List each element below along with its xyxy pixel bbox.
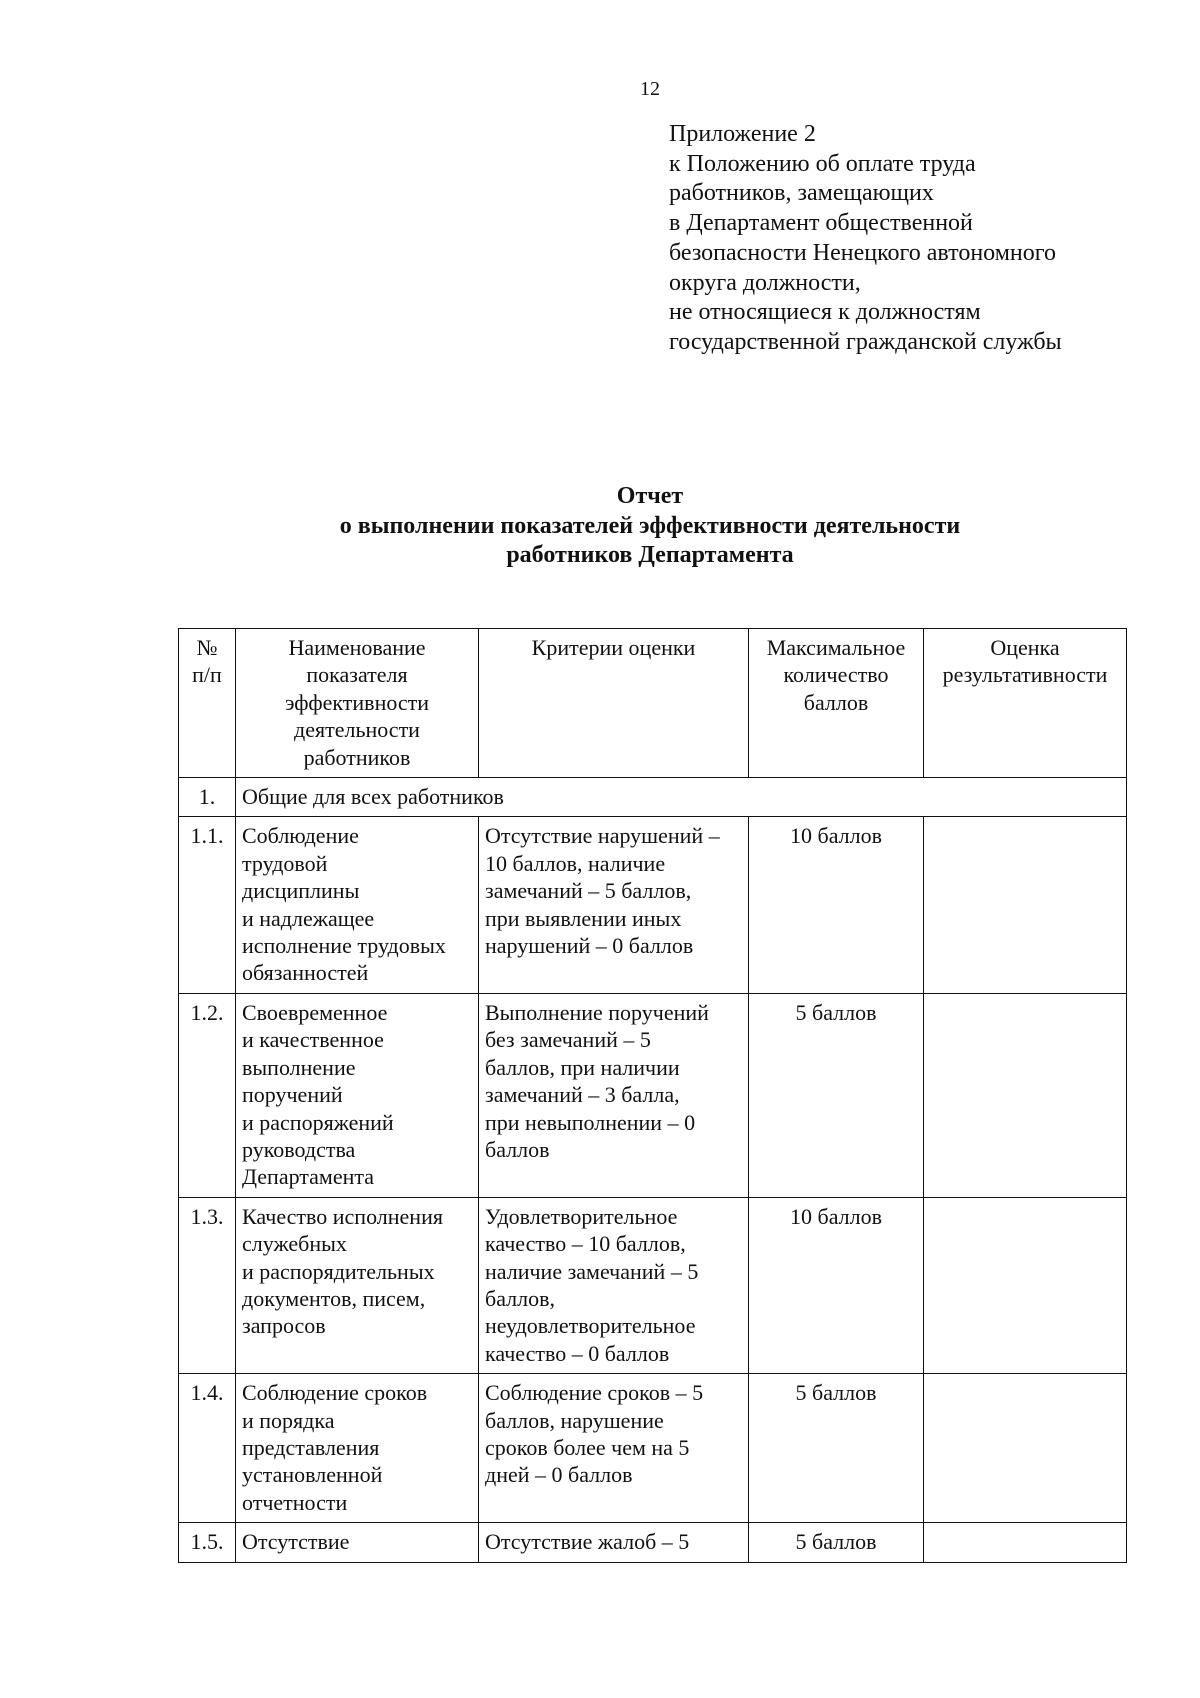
row-criteria: Отсутствие нарушений – 10 баллов, наличие замечаний – 5 баллов, при выявлении иных нарушений – 0 баллов	[479, 817, 749, 993]
table-row	[179, 993, 1127, 1197]
page-number: 12	[640, 78, 660, 100]
row-number: 1.2.	[179, 993, 236, 1197]
report-title	[150, 482, 1150, 571]
row-indicator-name: Качество исполнения служебных и распорядительных документов, писем, запросов	[236, 1197, 479, 1373]
appendix-line: к Положению об оплате труда	[669, 150, 976, 177]
table-row	[179, 1374, 1127, 1523]
row-indicator-name: Соблюдение сроков и порядка представления установленной отчетности	[236, 1374, 479, 1523]
section-number: 1.	[179, 778, 236, 817]
report-title-line: работников Департамента	[506, 542, 794, 568]
appendix-line: Приложение 2	[669, 121, 816, 147]
row-evaluation-cell[interactable]	[924, 1374, 1127, 1523]
appendix-line: государственной гражданской службы	[669, 328, 1062, 355]
header-max-score: Максимальное количество баллов	[749, 629, 924, 778]
row-criteria: Удовлетворительное качество – 10 баллов, наличие замечаний – 5 баллов, неудовлетворительное качество – 0 баллов	[479, 1197, 749, 1373]
row-evaluation-cell[interactable]	[924, 993, 1127, 1197]
row-number: 1.3.	[179, 1197, 236, 1373]
row-max-score: 5 баллов	[749, 993, 924, 1197]
row-evaluation-cell[interactable]	[924, 1523, 1127, 1562]
section-row	[179, 778, 1127, 817]
row-max-score: 10 баллов	[749, 817, 924, 993]
row-number: 1.4.	[179, 1374, 236, 1523]
row-indicator-name: Соблюдение трудовой дисциплины и надлежащее исполнение трудовых обязанностей	[236, 817, 479, 993]
row-evaluation-cell[interactable]	[924, 817, 1127, 993]
row-max-score: 5 баллов	[749, 1523, 924, 1562]
appendix-line: округа должности,	[669, 269, 861, 296]
table-header-row	[179, 629, 1127, 778]
kpi-table	[178, 628, 1127, 1563]
appendix-block	[669, 120, 1139, 358]
row-evaluation-cell[interactable]	[924, 1197, 1127, 1373]
header-evaluation: Оценка результативности	[924, 629, 1127, 778]
header-criteria: Критерии оценки	[479, 629, 749, 778]
table-row	[179, 817, 1127, 993]
row-indicator-name: Своевременное и качественное выполнение поручений и распоряжений руководства Департамента	[236, 993, 479, 1197]
appendix-line: не относящиеся к должностям	[669, 299, 981, 326]
header-number: № п/п	[179, 629, 236, 778]
appendix-line: безопасности Ненецкого автономного	[669, 239, 1056, 266]
row-criteria: Соблюдение сроков – 5 баллов, нарушение сроков более чем на 5 дней – 0 баллов	[479, 1374, 749, 1523]
row-max-score: 10 баллов	[749, 1197, 924, 1373]
appendix-line: в Департамент общественной	[669, 210, 973, 237]
table-row	[179, 1197, 1127, 1373]
row-number: 1.5.	[179, 1523, 236, 1562]
row-max-score: 5 баллов	[749, 1374, 924, 1523]
header-indicator-name: Наименование показателя эффективности деятельности работников	[236, 629, 479, 778]
row-criteria: Отсутствие жалоб – 5	[479, 1523, 749, 1562]
section-title: Общие для всех работников	[236, 778, 1127, 817]
row-indicator-name: Отсутствие	[236, 1523, 479, 1562]
row-number: 1.1.	[179, 817, 236, 993]
report-title-line: о выполнении показателей эффективности деятельности	[339, 512, 961, 539]
appendix-line: работников, замещающих	[669, 180, 934, 207]
report-title-line: Отчет	[616, 483, 684, 509]
table-row	[179, 1523, 1127, 1562]
row-criteria: Выполнение поручений без замечаний – 5 баллов, при наличии замечаний – 3 балла, при невыполнении – 0 баллов	[479, 993, 749, 1197]
